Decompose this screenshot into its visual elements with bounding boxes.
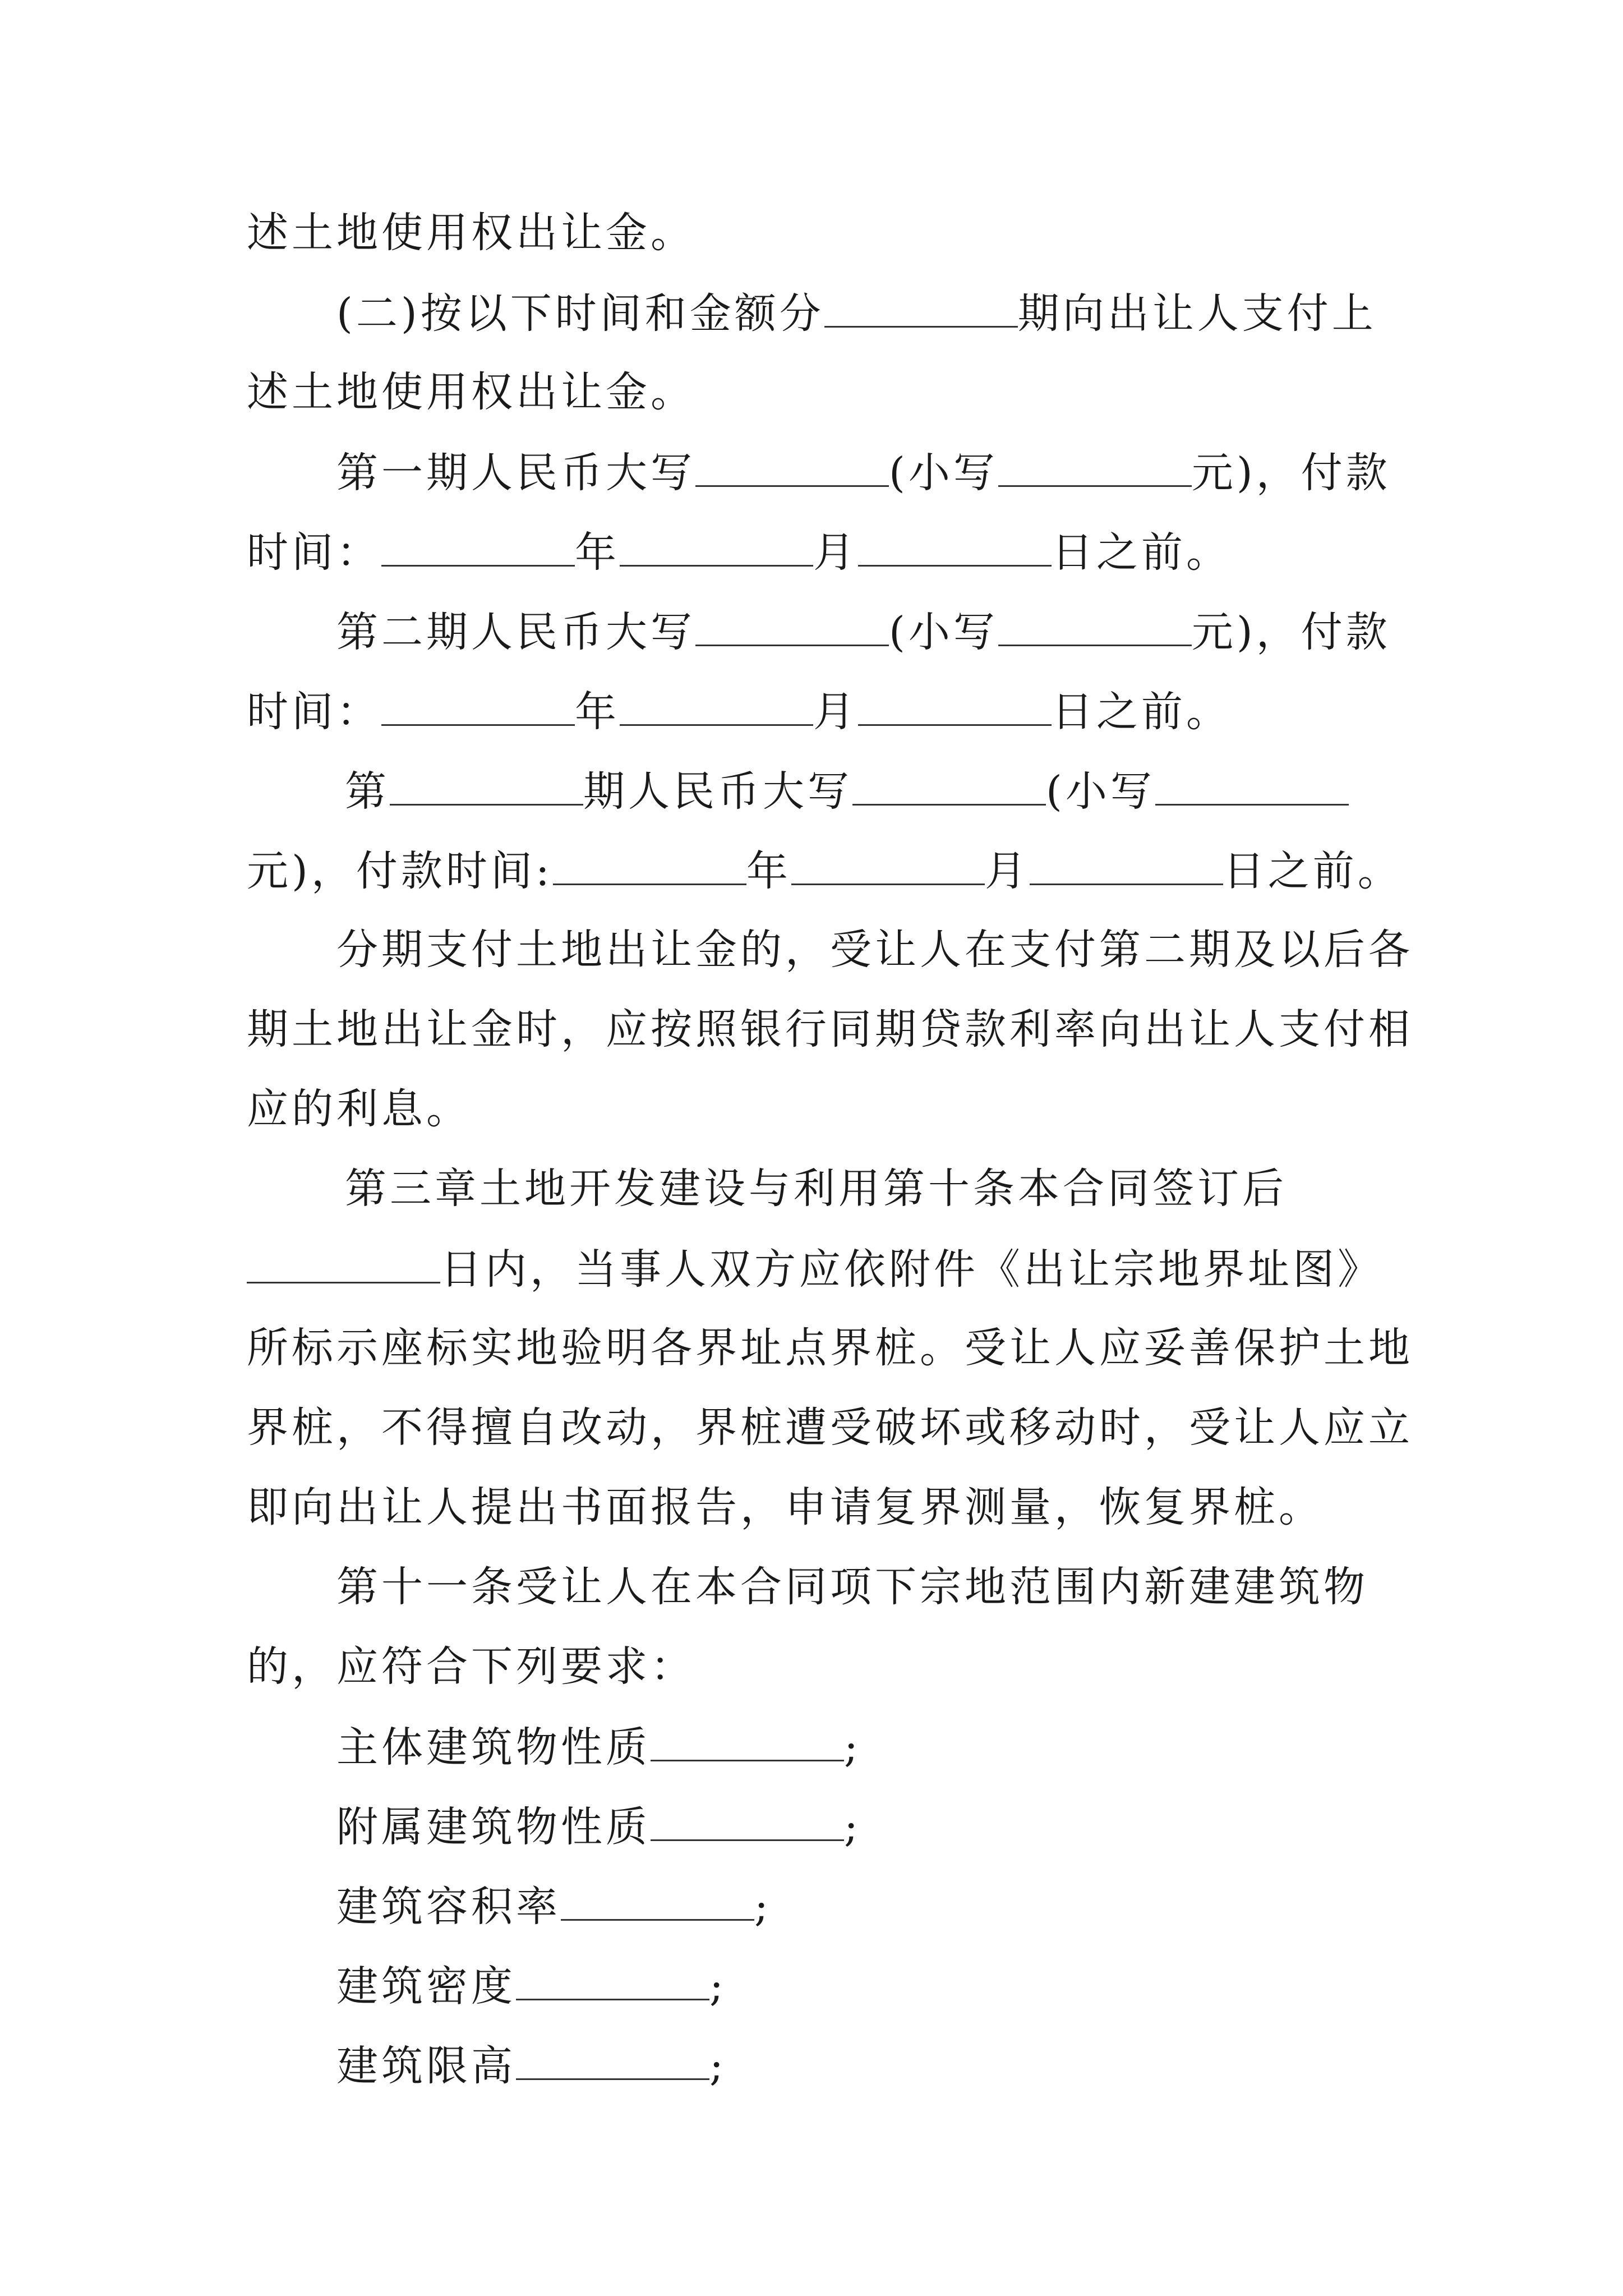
requirement-line: 建筑密度 ; (336, 1957, 727, 2014)
fill-in-blank (998, 603, 1192, 646)
paragraph-line: 所标示座标实地验明各界址点界桩。受让人应妥善保护土地 (247, 1324, 1413, 1372)
fill-in-blank (791, 842, 985, 885)
requirement-line: 建筑容积率 ; (336, 1878, 772, 1935)
paragraph-line: 第三章土地开发建设与利用第十条本合同签订后 (345, 1165, 1287, 1213)
paragraph-line: 应的利息。 (247, 1085, 471, 1133)
fill-in-blank (553, 842, 746, 885)
paragraph-line: 第十一条受让人在本合同项下宗地范围内新建建筑物 (336, 1563, 1368, 1611)
paragraph-line: 述土地使用权出让金。 (247, 368, 695, 416)
fill-in-blank (695, 603, 889, 646)
requirement-line: 附属建筑物性质 ; (336, 1798, 861, 1855)
fill-in-blank (998, 444, 1192, 487)
fill-in-blank (858, 683, 1052, 726)
requirement-line: 主体建筑物性质 ; (336, 1718, 861, 1775)
fill-in-blank (695, 444, 889, 487)
paragraph-line: 期土地出让金时，应按照银行同期贷款利率向出让人支付相 (247, 1005, 1413, 1053)
requirement-line: 建筑限高 ; (336, 2037, 727, 2094)
fill-in-blank (651, 1798, 844, 1841)
fill-in-blank (1030, 842, 1223, 885)
paragraph-line: 元)，付款时间: 年 月 日之前。 (247, 842, 1403, 899)
fill-in-blank (824, 284, 1018, 328)
paragraph-line: 分期支付土地出让金的，受让人在支付第二期及以后各 (336, 926, 1413, 974)
fill-in-blank (561, 1878, 754, 1921)
paragraph-line: 即向出让人提出书面报告，申请复界测量，恢复界桩。 (247, 1483, 1324, 1531)
paragraph-line: 第 期人民币大写 (小写 (345, 762, 1349, 820)
paragraph-line: 时间： 年 月 日之前。 (247, 523, 1231, 581)
fill-in-blank (1155, 762, 1349, 806)
fill-in-blank (516, 1957, 709, 2000)
paragraph-line: 界桩，不得擅自改动，界桩遭受破坏或移动时，受让人应立 (247, 1404, 1413, 1452)
paragraph-line: 第二期人民币大写 (小写 元)，付款 (336, 603, 1391, 660)
paragraph-line: 第一期人民币大写 (小写 元)，付款 (336, 444, 1391, 501)
fill-in-blank (381, 523, 575, 567)
fill-in-blank (381, 683, 575, 726)
paragraph-line: 述土地使用权出让金。 (247, 209, 695, 257)
fill-in-blank (620, 683, 813, 726)
paragraph-line: 日内，当事人双方应依附件《出让宗地界址图》 (247, 1240, 1382, 1297)
paragraph-line: 的，应符合下列要求： (247, 1642, 695, 1691)
fill-in-blank (620, 523, 813, 567)
fill-in-blank (651, 1718, 844, 1761)
fill-in-blank (858, 523, 1052, 567)
fill-in-blank (390, 762, 583, 806)
fill-in-blank (516, 2037, 709, 2080)
paragraph-line: (二)按以下时间和金额分 期向出让人支付上 (336, 284, 1377, 342)
fill-in-blank (247, 1240, 440, 1283)
fill-in-blank (852, 762, 1046, 806)
paragraph-line: 时间： 年 月 日之前。 (247, 683, 1231, 740)
